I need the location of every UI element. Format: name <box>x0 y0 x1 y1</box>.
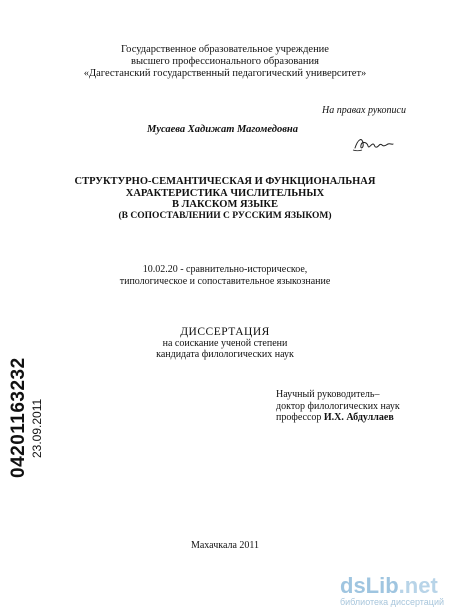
title-line-4: (В СОПОСТАВЛЕНИИ С РУССКИМ ЯЗЫКОМ) <box>118 210 332 221</box>
handwritten-signature <box>352 133 396 155</box>
org-line-3: «Дагестанский государственный педагогический университет» <box>83 68 367 79</box>
supervisor-line-1: Научный руководитель– <box>276 389 380 400</box>
specialty-code <box>0 264 450 288</box>
supervisor-line-2: доктор филологических наук <box>276 400 400 412</box>
watermark-brand-name: dsLib <box>340 573 399 598</box>
title-line-1: СТРУКТУРНО-СЕМАНТИЧЕСКАЯ И ФУНКЦИОНАЛЬНАЯ <box>74 176 376 187</box>
stamp-date: 23.09.2011 <box>30 398 44 458</box>
stamp-number: 04201163232 <box>8 357 29 478</box>
dissertation-heading: ДИССЕРТАЦИЯ <box>180 326 270 338</box>
watermark-caption: библиотека диссертаций <box>340 597 445 607</box>
organization-header <box>0 44 450 80</box>
degree-line-2: кандидата филологических наук <box>156 349 294 360</box>
dissertation-title <box>0 176 450 222</box>
supervisor-title: профессор <box>276 412 322 423</box>
watermark-tld: .net <box>398 573 438 598</box>
specialty-line-2: типологическое и сопоставительное языкознание <box>119 276 331 287</box>
supervisor-block <box>276 389 400 424</box>
watermark-brand <box>340 575 444 597</box>
watermark <box>340 575 444 607</box>
dissertation-type <box>0 327 450 360</box>
manuscript-rights-note: На правах рукописи <box>322 105 406 116</box>
title-line-2: ХАРАКТЕРИСТИКА ЧИСЛИТЕЛЬНЫХ <box>125 187 325 199</box>
specialty-line-1: 10.02.20 - сравнительно-историческое, <box>142 264 308 275</box>
org-line-1: Государственное образовательное учреждение <box>121 44 329 55</box>
supervisor-line-3 <box>276 412 400 424</box>
author-name: Мусаева Хадижат Магомедовна <box>147 124 298 135</box>
title-line-3: В ЛАКСКОМ ЯЗЫКЕ <box>171 199 279 210</box>
supervisor-name: И.Х. Абдуллаев <box>323 412 394 423</box>
city-year: Махачкала 2011 <box>190 540 260 551</box>
org-line-2: высшего профессионального образования <box>131 56 319 67</box>
degree-line-1: на соискание ученой степени <box>162 338 288 349</box>
